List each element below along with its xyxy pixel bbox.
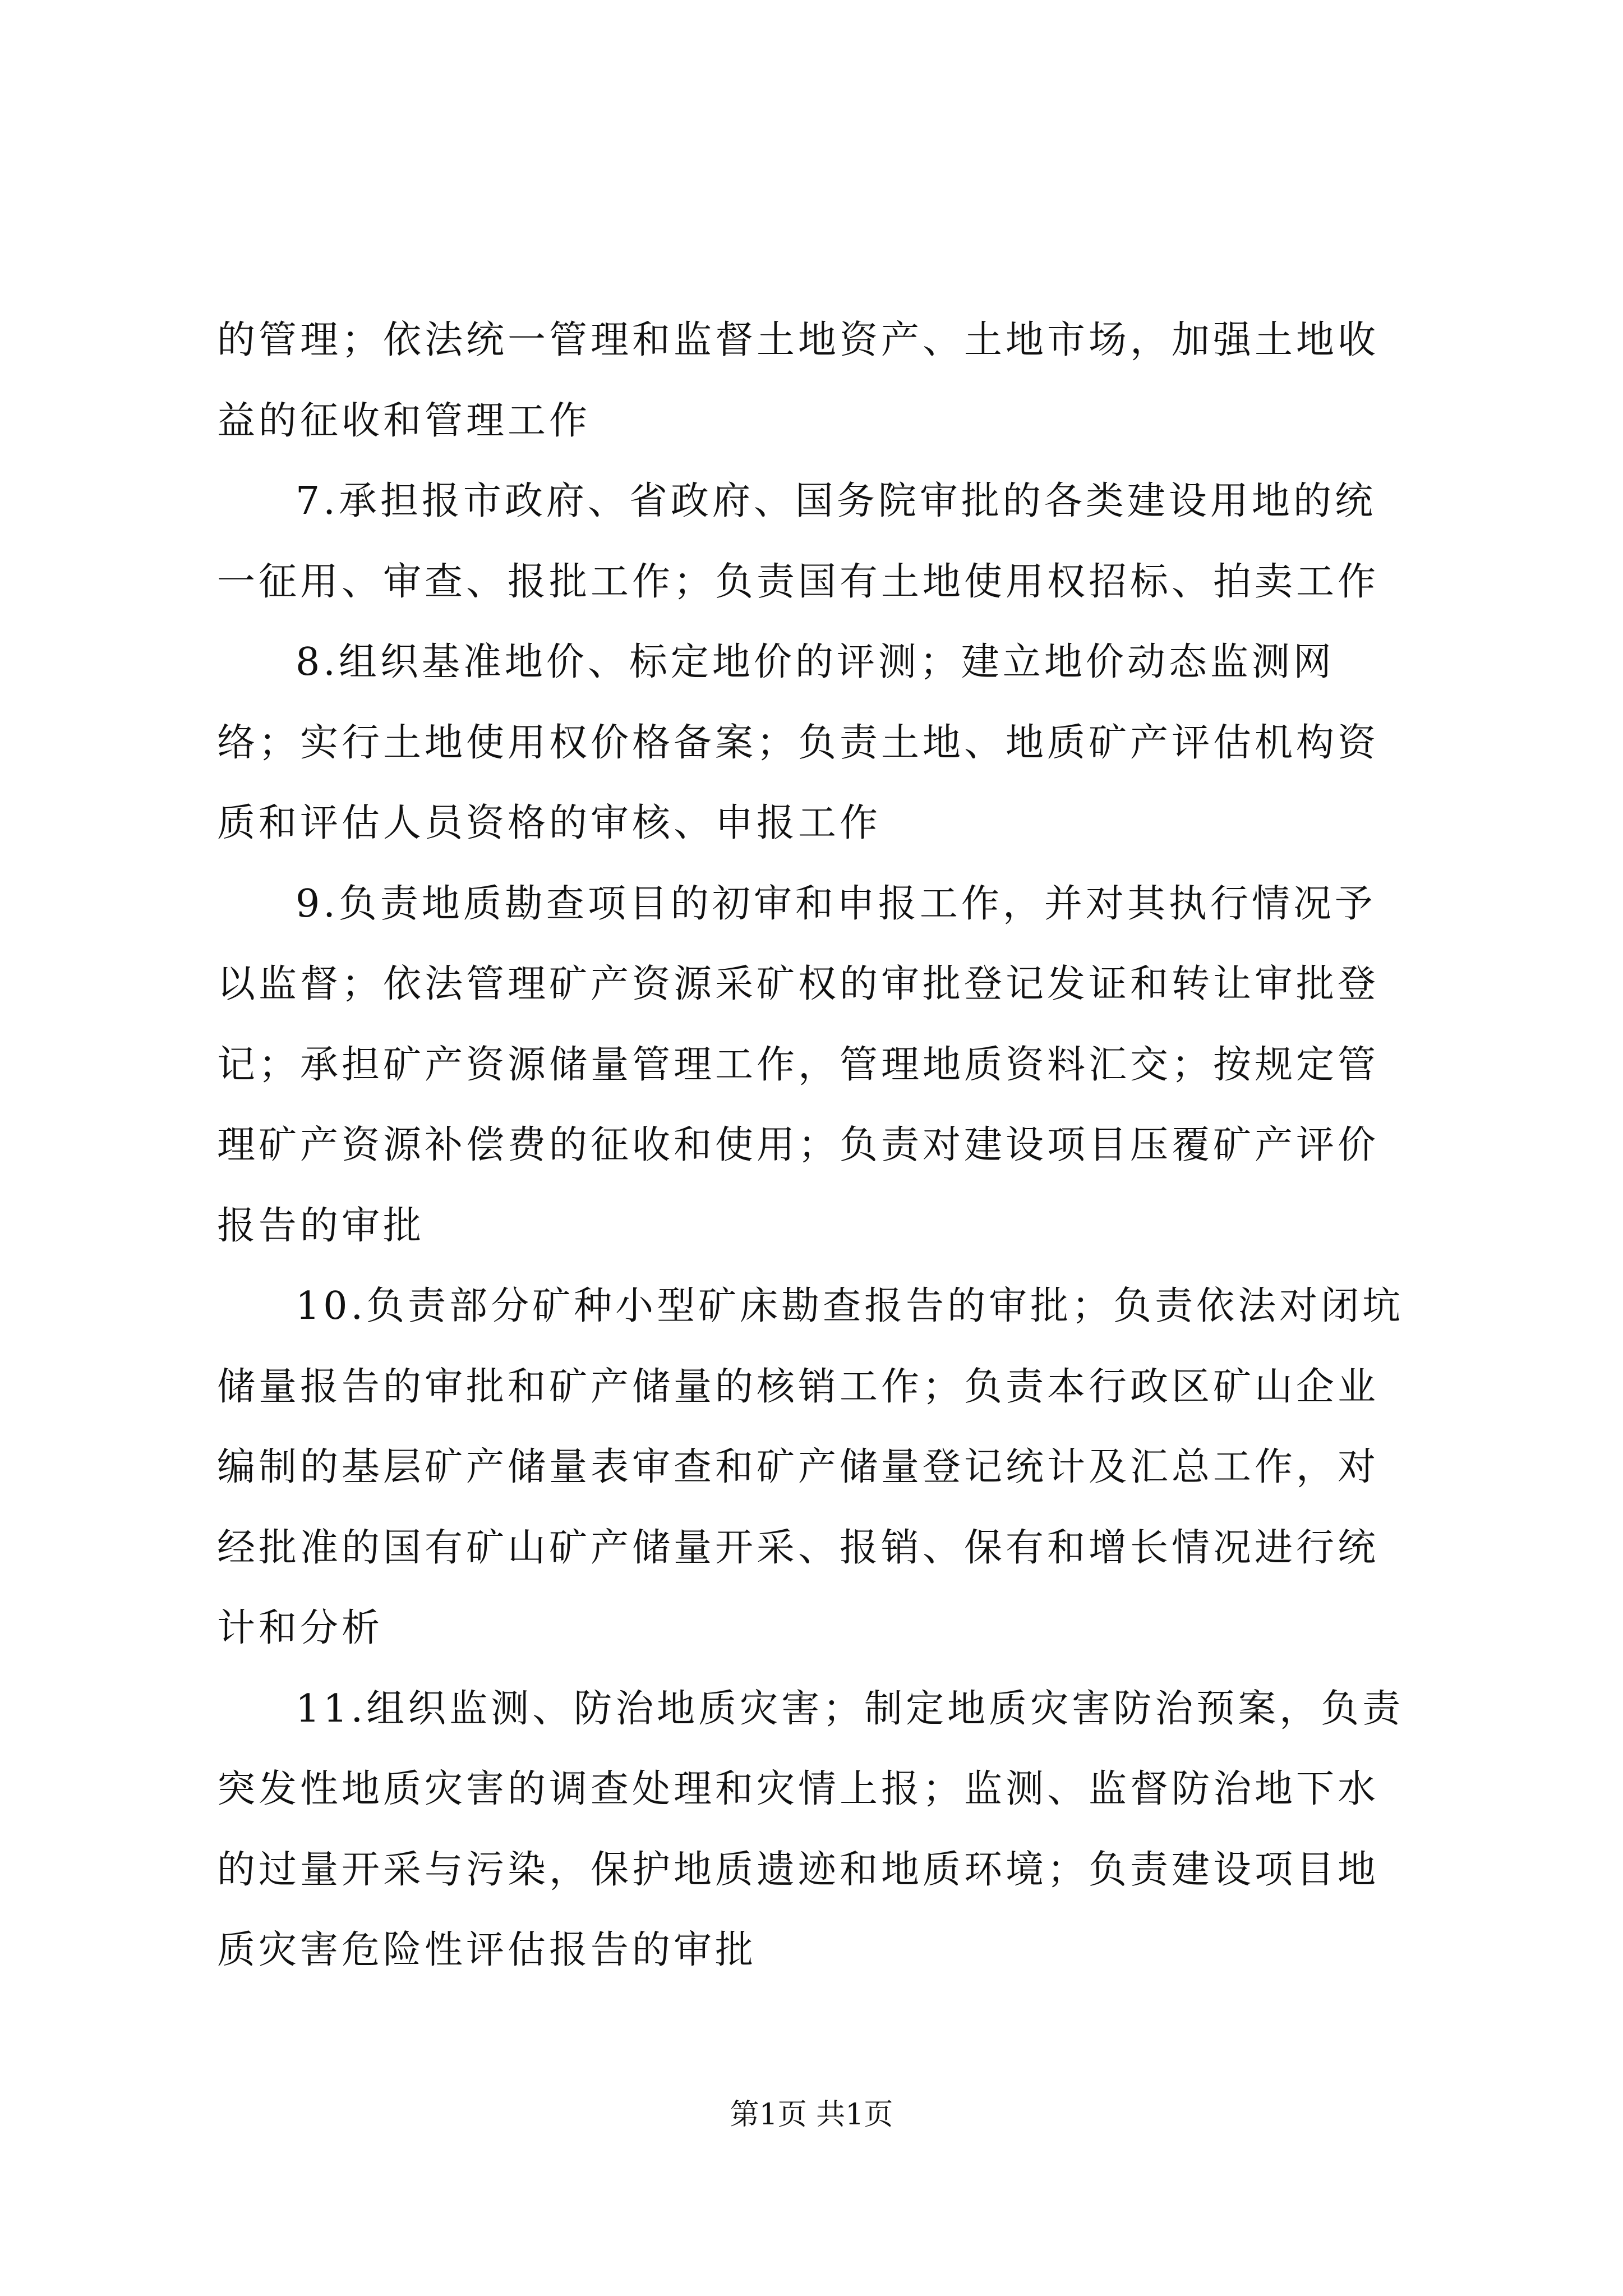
document-body — [217, 300, 1406, 1991]
page-footer: 第1页 共1页 — [730, 2098, 893, 2132]
paragraph-item-7: 7.承担报市政府、省政府、国务院审批的各类建设用地的统一征用、审查、报批工作；负责国有土地使用权招标、拍卖工作 — [217, 479, 1380, 604]
paragraph-item-10: 10.负责部分矿种小型矿床勘查报告的审批；负责依法对闭坑储量报告的审批和矿产储量的核销工作；负责本行政区矿山企业编制的基层矿产储量表审查和矿产储量登记统计及汇总工作，对经批准的国有矿山矿产储量开采、报销、保有和增长情况进行统计和分析 — [217, 1284, 1404, 1650]
paragraph-item-11: 11.组织监测、防治地质灾害；制定地质灾害防治预案，负责突发性地质灾害的调查处理和灾情上报；监测、监督防治地下水的过量开采与污染，保护地质遗迹和地质环境；负责建设项目地质灾害危险性评估报告的审批 — [217, 1686, 1404, 1972]
paragraph-item-8: 8.组织基准地价、标定地价的评测；建立地价动态监测网络；实行土地使用权价格备案；负责土地、地质矿产评估机构资质和评估人员资格的审核、申报工作 — [217, 640, 1380, 845]
paragraph-continuation: 的管理；依法统一管理和监督土地资产、土地市场，加强土地收益的征收和管理工作 — [217, 318, 1380, 443]
paragraph-item-9: 9.负责地质勘查项目的初审和申报工作，并对其执行情况予以监督；依法管理矿产资源采矿权的审批登记发证和转让审批登记；承担矿产资源储量管理工作，管理地质资料汇交；按规定管理矿产资源补偿费的征收和使用；负责对建设项目压覆矿产评价报告的审批 — [217, 881, 1380, 1248]
